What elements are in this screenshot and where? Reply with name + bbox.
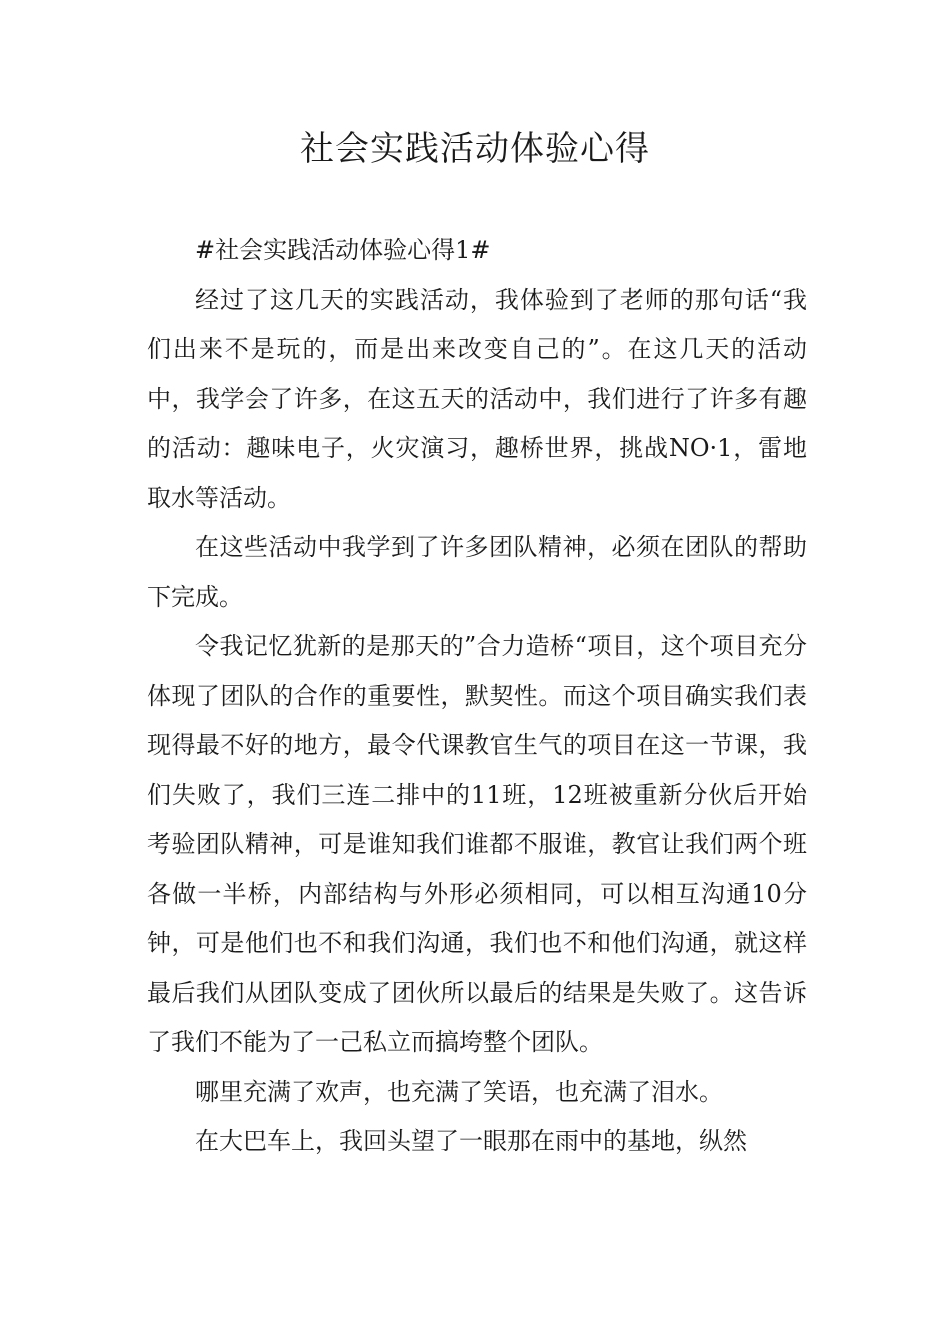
paragraph: 令我记忆犹新的是那天的”合力造桥“项目，这个项目充分体现了团队的合作的重要性，默契性。而这个项目确实我们表现得最不好的地方，最令代课教官生气的项目在这一节课，我们失败了，我们三连二排中的11班，12班被重新分伙后开始考验团队精神，可是谁知我们谁都不服谁，教官让我们两个班各做一半桥，内部结构与外形必须相同，可以相互沟通10分钟，可是他们也不和我们沟通，我们也不和他们沟通，就这样最后我们从团队变成了团伙所以最后的结果是失败了。这告诉了我们不能为了一己私立而搞垮整个团队。: [147, 632, 807, 1056]
paragraph: 在大巴车上，我回头望了一眼那在雨中的基地，纵然: [195, 1127, 747, 1155]
paragraph: 哪里充满了欢声，也充满了笑语，也充满了泪水。: [195, 1077, 723, 1106]
paragraph: 经过了这几天的实践活动，我体验到了老师的那句话“我们出来不是玩的，而是出来改变自己的”。在这几天的活动中，我学会了许多，在这五天的活动中，我们进行了许多有趣的活动：趣味电子，火灾演习，趣桥世界，挑战NO·1，雷地取水等活动。: [147, 285, 807, 512]
document-title: 社会实践活动体验心得: [300, 129, 650, 169]
document-body: [147, 226, 807, 1167]
paragraph-heading: #社会实践活动体验心得1#: [195, 236, 491, 264]
paragraph: 在这些活动中我学到了许多团队精神，必须在团队的帮助下完成。: [147, 533, 807, 611]
